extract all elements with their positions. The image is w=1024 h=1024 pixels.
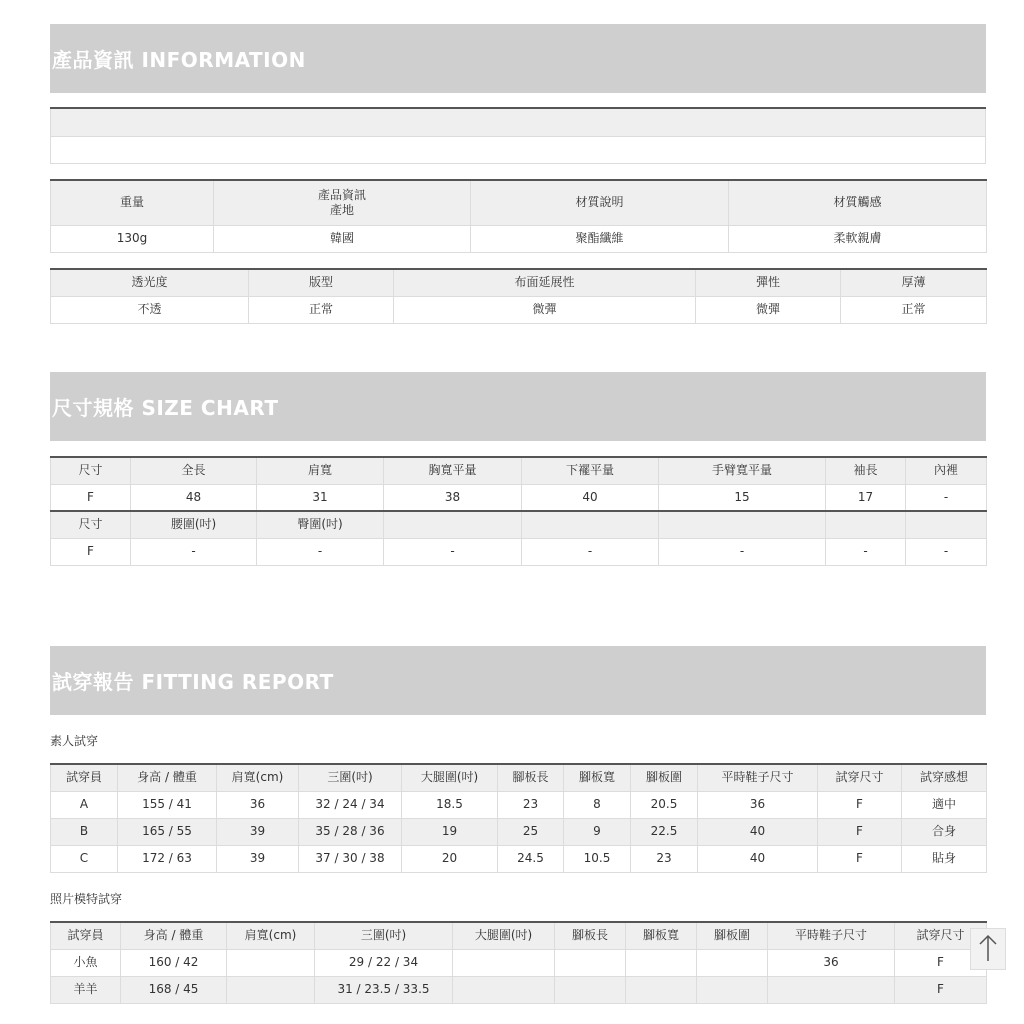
- amateur-cell: 37 / 30 / 38: [299, 845, 402, 872]
- amateur-cell: F: [818, 818, 902, 845]
- info-header-fit: 版型: [249, 269, 394, 296]
- info-value-stretch: 微彈: [394, 296, 696, 323]
- model-cell: [626, 976, 697, 1003]
- info-value-opacity: 不透: [51, 296, 249, 323]
- size-cell: 下襬平量: [522, 457, 659, 484]
- model-header-cell: 腳板長: [555, 922, 626, 949]
- info-value-elasticity: 微彈: [696, 296, 841, 323]
- size-chart-table: [50, 456, 987, 566]
- size-row-values-1: [51, 484, 987, 511]
- amateur-cell: F: [818, 845, 902, 872]
- size-cell: 尺寸: [51, 457, 131, 484]
- model-cell: [453, 949, 555, 976]
- size-cell: -: [826, 538, 906, 565]
- amateur-cell: 20: [402, 845, 498, 872]
- model-header-cell: 試穿尺寸: [895, 922, 987, 949]
- model-cell: [626, 949, 697, 976]
- model-cell: 160 / 42: [121, 949, 227, 976]
- amateur-cell: 40: [698, 818, 818, 845]
- model-row-2: [51, 976, 987, 1003]
- amateur-cell: 22.5: [631, 818, 698, 845]
- amateur-cell: F: [818, 791, 902, 818]
- amateur-cell: 23: [498, 791, 564, 818]
- info-value-weight: 130g: [51, 225, 214, 252]
- model-header-cell: 身高 / 體重: [121, 922, 227, 949]
- amateur-header-cell: 身高 / 體重: [118, 764, 217, 791]
- amateur-cell: 165 / 55: [118, 818, 217, 845]
- amateur-header-cell: 平時鞋子尺寸: [698, 764, 818, 791]
- size-cell: 17: [826, 484, 906, 511]
- amateur-header-cell: 大腿圍(吋): [402, 764, 498, 791]
- amateur-cell: A: [51, 791, 118, 818]
- size-cell: 臀圍(吋): [257, 511, 384, 538]
- model-header-cell: 肩寬(cm): [227, 922, 315, 949]
- model-cell: 31 / 23.5 / 33.5: [315, 976, 453, 1003]
- model-cell: [697, 976, 768, 1003]
- model-cell: [555, 976, 626, 1003]
- size-cell: [522, 511, 659, 538]
- size-cell: [659, 511, 826, 538]
- amateur-cell: 39: [217, 818, 299, 845]
- info-header-weight: 重量: [51, 180, 214, 225]
- model-cell: [227, 949, 315, 976]
- model-cell: [555, 949, 626, 976]
- size-cell: 尺寸: [51, 511, 131, 538]
- amateur-cell: 9: [564, 818, 631, 845]
- model-cell: 羊羊: [51, 976, 121, 1003]
- amateur-cell: 23: [631, 845, 698, 872]
- information-header: 產品資訊 INFORMATION: [50, 24, 986, 93]
- amateur-cell: 18.5: [402, 791, 498, 818]
- back-to-top-button[interactable]: [970, 928, 1006, 970]
- info-header-opacity: 透光度: [51, 269, 249, 296]
- info-table-2: [50, 268, 987, 324]
- amateur-cell: 35 / 28 / 36: [299, 818, 402, 845]
- info-header-texture: 材質觸感: [729, 180, 987, 225]
- size-cell: -: [659, 538, 826, 565]
- amateur-header-cell: 試穿尺寸: [818, 764, 902, 791]
- amateur-row-a: [51, 791, 987, 818]
- amateur-cell: 25: [498, 818, 564, 845]
- amateur-cell: B: [51, 818, 118, 845]
- info-value-material: 聚酯纖維: [471, 225, 729, 252]
- amateur-cell: 36: [217, 791, 299, 818]
- amateur-cell: 32 / 24 / 34: [299, 791, 402, 818]
- amateur-cell: 36: [698, 791, 818, 818]
- size-cell: 內裡: [906, 457, 987, 484]
- amateur-cell: 10.5: [564, 845, 631, 872]
- amateur-header-cell: 腳板寬: [564, 764, 631, 791]
- amateur-cell: C: [51, 845, 118, 872]
- model-cell: F: [895, 976, 987, 1003]
- size-cell: -: [384, 538, 522, 565]
- model-cell: 29 / 22 / 34: [315, 949, 453, 976]
- size-cell: 手臂寬平量: [659, 457, 826, 484]
- size-cell: F: [51, 484, 131, 511]
- model-header-cell: 大腿圍(吋): [453, 922, 555, 949]
- model-cell: [697, 949, 768, 976]
- info-header-material: 材質說明: [471, 180, 729, 225]
- size-chart-header: 尺寸規格 SIZE CHART: [50, 372, 986, 441]
- amateur-fitting-table: [50, 763, 987, 873]
- amateur-header-row: [51, 764, 987, 791]
- amateur-cell: 貼身: [902, 845, 987, 872]
- size-cell: 38: [384, 484, 522, 511]
- size-cell: [826, 511, 906, 538]
- model-header-cell: 腳板圍: [697, 922, 768, 949]
- model-header-cell: 試穿員: [51, 922, 121, 949]
- amateur-header-cell: 腳板圍: [631, 764, 698, 791]
- size-cell: 胸寬平量: [384, 457, 522, 484]
- amateur-cell: 40: [698, 845, 818, 872]
- model-fitting-label: 照片模特試穿: [50, 892, 123, 906]
- size-cell: 48: [131, 484, 257, 511]
- info-value-thickness: 正常: [841, 296, 987, 323]
- amateur-cell: 適中: [902, 791, 987, 818]
- amateur-cell: 19: [402, 818, 498, 845]
- info-blank-table: [50, 107, 986, 164]
- info-header-thickness: 厚薄: [841, 269, 987, 296]
- size-cell: -: [906, 538, 987, 565]
- size-row-values-2: [51, 538, 987, 565]
- info-table-1: [50, 179, 987, 253]
- amateur-cell: 24.5: [498, 845, 564, 872]
- info-value-origin: 韓國: [214, 225, 471, 252]
- model-cell: F: [895, 949, 987, 976]
- model-fitting-table: [50, 921, 987, 1004]
- model-header-row: [51, 922, 987, 949]
- amateur-header-cell: 試穿感想: [902, 764, 987, 791]
- amateur-header-cell: 三圍(吋): [299, 764, 402, 791]
- size-row-header-1: [51, 457, 987, 484]
- fitting-report-header: 試穿報告 FITTING REPORT: [50, 646, 986, 715]
- info-value-texture: 柔軟親膚: [729, 225, 987, 252]
- amateur-row-c: [51, 845, 987, 872]
- info-header-origin: 產品資訊 產地: [214, 180, 471, 225]
- size-cell: 袖長: [826, 457, 906, 484]
- model-cell: [453, 976, 555, 1003]
- size-cell: [906, 511, 987, 538]
- amateur-fitting-label: 素人試穿: [50, 734, 99, 748]
- model-cell: 168 / 45: [121, 976, 227, 1003]
- amateur-header-cell: 腳板長: [498, 764, 564, 791]
- info-header-elasticity: 彈性: [696, 269, 841, 296]
- size-cell: -: [257, 538, 384, 565]
- model-cell: [227, 976, 315, 1003]
- size-cell: 腰圍(吋): [131, 511, 257, 538]
- arrow-up-icon: [978, 933, 998, 966]
- size-cell: -: [522, 538, 659, 565]
- info-header-stretch: 布面延展性: [394, 269, 696, 296]
- amateur-row-b: [51, 818, 987, 845]
- model-header-cell: 腳板寬: [626, 922, 697, 949]
- amateur-cell: 合身: [902, 818, 987, 845]
- info-value-fit: 正常: [249, 296, 394, 323]
- size-cell: 全長: [131, 457, 257, 484]
- amateur-cell: 20.5: [631, 791, 698, 818]
- model-header-cell: 三圍(吋): [315, 922, 453, 949]
- size-cell: -: [906, 484, 987, 511]
- model-cell: 36: [768, 949, 895, 976]
- size-row-header-2: [51, 511, 987, 538]
- size-cell: 31: [257, 484, 384, 511]
- model-cell: [768, 976, 895, 1003]
- size-cell: 肩寬: [257, 457, 384, 484]
- size-cell: F: [51, 538, 131, 565]
- amateur-cell: 172 / 63: [118, 845, 217, 872]
- model-header-cell: 平時鞋子尺寸: [768, 922, 895, 949]
- amateur-header-cell: 試穿員: [51, 764, 118, 791]
- size-cell: [384, 511, 522, 538]
- amateur-cell: 8: [564, 791, 631, 818]
- size-cell: -: [131, 538, 257, 565]
- model-row-1: [51, 949, 987, 976]
- amateur-cell: 155 / 41: [118, 791, 217, 818]
- model-cell: 小魚: [51, 949, 121, 976]
- size-cell: 40: [522, 484, 659, 511]
- amateur-header-cell: 肩寬(cm): [217, 764, 299, 791]
- amateur-cell: 39: [217, 845, 299, 872]
- size-cell: 15: [659, 484, 826, 511]
